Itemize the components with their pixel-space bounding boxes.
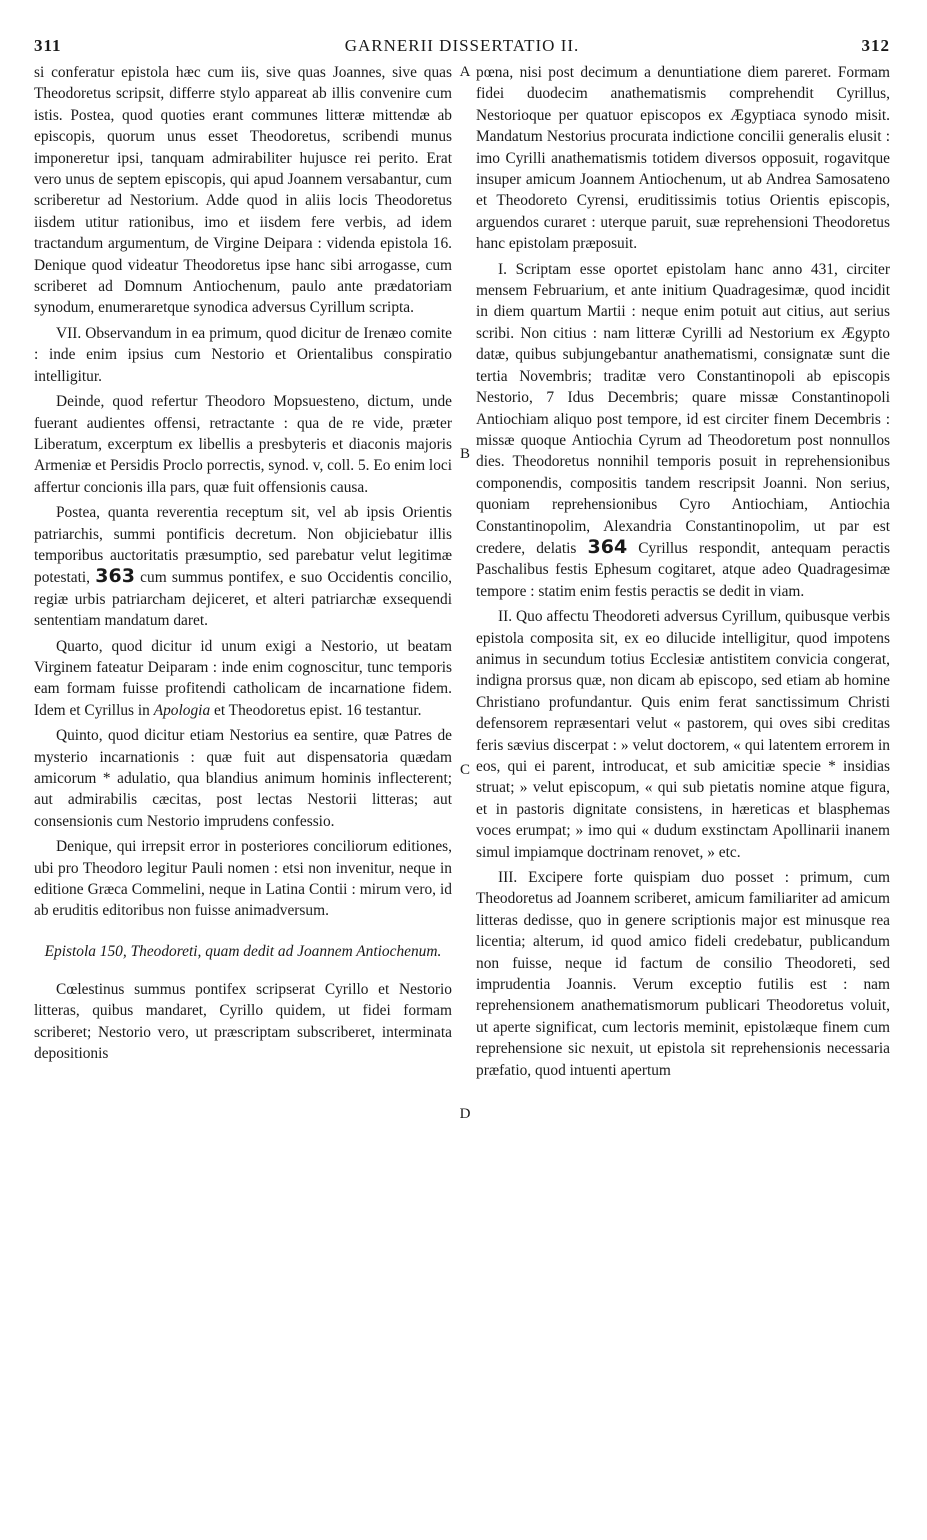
section-heading: Epistola 150, Theodoreti, quam dedit ad Joannem Antiochenum. — [44, 942, 442, 960]
paragraph: Cœlestinus summus pontifex scripserat Cyrillo et Nestorio litteras, quibus mandaret, Cyrillo quidem, ut fidei formam scriberet; Nestorio vero, ut præscriptam subscriberet, interminata depositionis — [34, 980, 452, 1063]
paragraph: Denique, qui irrepsit error in posteriores conciliorum editiones, ubi pro Theodoro legitur Pauli nomen : etsi non invenitur, neque in editione Græca Commelini, neque in Latina Contii : mirum vero, id ab eruditis editoribus non fuisse animadversum. — [34, 838, 452, 920]
paragraph: si conferatur epistola hæc cum iis, sive quas Joannes, sive quas Theodoretus scripsit, differre stylo appareat ab illis convenire cum istis. Postea, quod quoties erant communes litteræ mittendæ ab episcopis, quorum unus esset Theodoretus, scribendi munus imponeretur ipsi, tanquam admirabiliter hujusce rei perito. Erat vero unus de septem episcopis, qui apud Joannem versabantur, cum scriberetur ad Nestorium. Adde quod in aliis locis Theodoretus iisdem utitur rationibus, imo et iisdem fere verbis, ad idem tractandum argumentum, de Virgine Deipara : videnda epistola 16. Denique quod videatur Theodoretus ipse hanc sibi arrogasse, cum scriberet ad Domnum Antiochenum, paulo ante prædatoriam synodum, enumeraretque synodica adversus Cyrillum scripta. — [34, 64, 452, 317]
paragraph — [476, 259, 890, 603]
paragraph-text: cum summus pontifex, e suo Occidentis concilio, regiæ urbis patriarcham dejiceret, et alteri patriarchæ exsequendi sententiam mandatum daret. — [34, 569, 452, 630]
margin-marker-d: D — [459, 1106, 471, 1122]
paragraph-text: Postea, quanta reverentia receptum sit, vel ab ipsis Orientis patriarchis, summi pontificis decretum. Non objiciebatur illis temporibus auctoritatis præsumptio, sed parebatur velut legitimæ potestati, — [34, 504, 452, 587]
page-number-right: 312 — [861, 36, 890, 55]
paragraph-text: Cyrillus respondit, antequam peractis Paschalibus festis Ephesum cogitaret, atque adeo Quadragesimæ tempore : statim enim festis peractis se dedit in viam. — [476, 539, 891, 600]
paragraph-text: I. Scriptam esse oportet epistolam hanc anno 431, circiter mensem Februarium, et ante initium Quadragesimæ, quod incidit in diem quartum Martii : neque enim potuit aut citius, aut serius scribi. Non citius : nam litteræ Cyrilli ad Nestorium ex Ægypto datæ, quibus subjungebantur anathematismi, consignatæ sunt die tertia Novembris; traditæ vero Constantinopoli ab episcopis Nestorio, 7 Idus Decembris; quare missæ Constantinopoli Antiochiam aliquo post tempore, id est circiter finem Decembris : missæ quoque Antiochia Cyrum ad Theodoretum post nonnullos dies. Theodoretus nonnihil temporis posuit in reprehensionibus componendis, compositis tandem rescripsit Joanni. Non serius, quoniam reprehensionibus Cyro Antiochiam, Antiochia Constantinopolim, Alexandria Constantinopolim, ut par est credere, delatis — [476, 260, 890, 557]
paragraph — [34, 502, 452, 631]
italic-title: Apologia — [153, 701, 211, 719]
running-title: GARNERII DISSERTATIO II. — [344, 36, 580, 55]
paragraph: VII. Observandum in ea primum, quod dicitur de Irenæo comite : inde enim ipsius cum Nestorio et Orientalibus conspiratio intelligitur. — [34, 324, 452, 385]
paragraph: Quinto, quod dicitur etiam Nestorius ea sentire, quæ Patres de mysterio incarnationis : quæ fuit aut dispensatoria quædam amicorum * adulatio, qua blandius animum hominis inflecterent; aut admirabilis cæcitas, post lectas Nestorii litteras; aut consensionis cum Nestorio imprudens confessio. — [34, 727, 452, 830]
paragraph: pœna, nisi post decimum a denuntiatione diem pareret. Formam fidei duodecim anathematismis comprehendit Cyrillus, Nestorioque per quatuor episcopos ex Ægyptiaca synodo misit. Mandatum Nestorius procurata indictione concilii generalis elusit : imo Cyrilli anathematismis totidem diversos opposuit, rogavitque insuper amicum Joannem Antiochenum, ut ab Andrea Samosateno et Theodoreto Cyrensi, eruditissimis totius Orientis episcopis, arguendos curaret : uterque paruit, suæ reprehensioni Theodoretus hanc epistolam præposuit. — [476, 64, 890, 253]
margin-marker-a: A — [459, 64, 471, 80]
folio-number: 363 — [95, 565, 135, 588]
paragraph: III. Excipere forte quispiam duo posset : primum, cum Theodoretus ad Joannem scriberet, amicum familiariter ad amicum litteras dedisse, quo in genere scriptionis major est minusque rea licentia; alterum, id quod amico fideli credebatur, publicandum non fuisse, neque id factum de consilio Theodoreti, sed imprudentia Joannis. Verum exceptio futilis est : nam reprehensionem anathematismorum publicari Theodoretus voluit, ut aperte significat, cum lectoris meminit, epistolæque finem cum reprehensione sic nexuit, ut epistola sit reprehensionis necessaria præfatio, quod intuenti apertum — [476, 869, 890, 1079]
running-header — [34, 36, 890, 58]
right-column — [476, 62, 890, 1085]
margin-marker-b: B — [459, 446, 470, 462]
left-column — [34, 62, 452, 1068]
margin-marker-c: C — [459, 762, 470, 778]
paragraph: Deinde, quod refertur Theodoro Mopsuesteno, dictum, unde fuerant audientes offensi, retractante : qua de re vide, præter Liberatum, excerptum ex libellis a presbyteris et diaconis majoris Armeniæ et Persidis Proclo porrectis, synod. v, coll. 5. Eo enim loci affertur concionis illa pars, quæ fuit offensionis causa. — [34, 393, 452, 496]
paragraph — [34, 636, 452, 722]
folio-number: 364 — [587, 535, 628, 558]
paragraph-text: et Theodoretus epist. 16 testantur. — [214, 701, 422, 719]
page-number-left: 311 — [34, 36, 62, 55]
paragraph-text: Quarto, quod dicitur id unum exigi a Nestorio, ut beatam Virginem fateatur Deiparam : inde enim cognoscitur, tunc temporis eam formam fuisse profitendi catholicam de incarnatione fidem. Idem et Cyrillus in — [34, 637, 452, 719]
paragraph: II. Quo affectu Theodoreti adversus Cyrillum, quibusque verbis epistola composita sit, ex eo dilucide intelligitur, quod impotens animus in secundum totius Ecclesiæ antistitem convicia congerat, indigna prorsus quæ, non dicam ab episcopo, sed etiam ab homine Christiano profundantur. Quis enim ferat sanctissimum Christi defensorem repræsentari velut « pastorem, qui oves sibi creditas feris sævius discerpat : » velut doctorem, « qui latentem errorem in eos, qui ei parent, introducat, et sub amicitiæ specie * insidias struat; » velut episcopum, « qui sub pietatis nomine atque figura, et in pastoris dignitate consistens, in hæreticas et blasphemas voces erumpat; » imo qui « dudum exstinctam Apollinarii inanem simul impiamque doctrinam renovet, » etc. — [476, 608, 890, 861]
